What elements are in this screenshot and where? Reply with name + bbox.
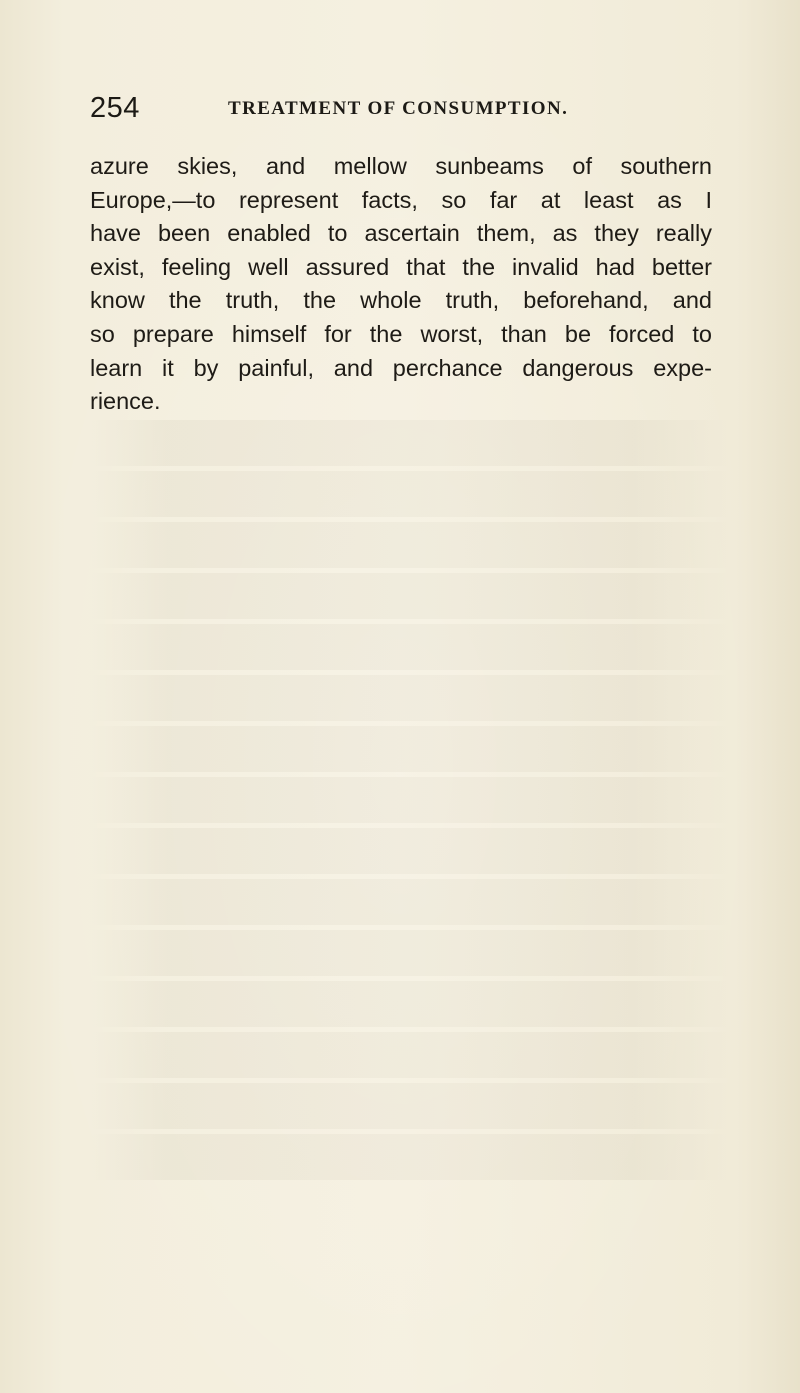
body-paragraph (90, 150, 712, 419)
text-line: exist, feeling well assured that the invalid had better (90, 253, 712, 280)
show-through-texture (90, 420, 730, 1240)
page-header (90, 92, 710, 132)
text-line: azure skies, and mellow sunbeams of southern (90, 153, 712, 179)
text-line: have been enabled to ascertain them, as they really (90, 220, 712, 247)
text-line: rience. (90, 388, 161, 415)
text-line: Europe,—to represent facts, so far at least as I (90, 186, 712, 213)
running-head: TREATMENT OF CONSUMPTION. (228, 98, 569, 119)
text-line: learn it by painful, and perchance dangerous expe- (90, 354, 712, 381)
page-number: 254 (90, 92, 140, 124)
text-line: so prepare himself for the worst, than be forced to (90, 320, 712, 347)
text-line: know the truth, the whole truth, beforehand, and (90, 287, 712, 314)
